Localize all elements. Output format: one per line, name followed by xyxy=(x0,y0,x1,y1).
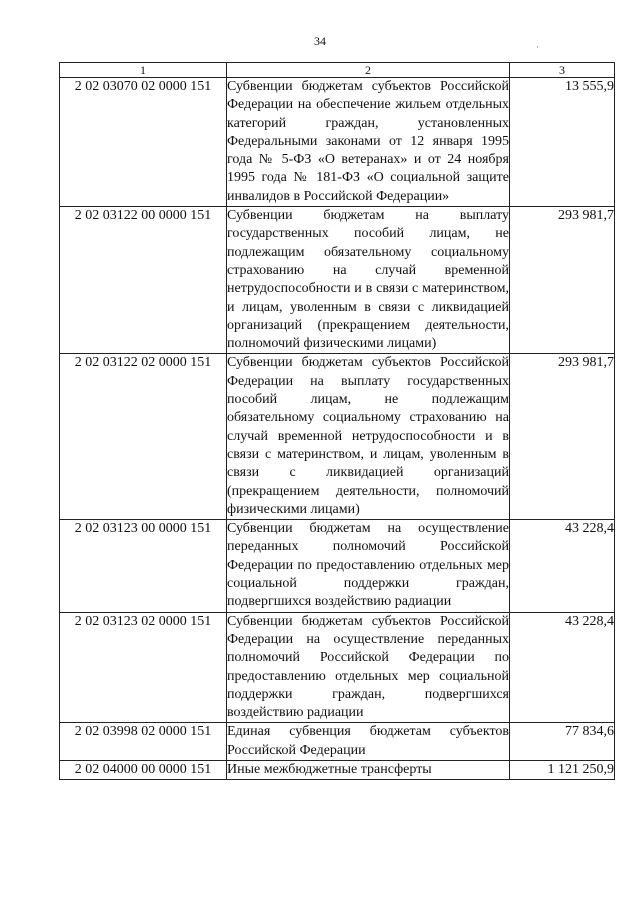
budget-table xyxy=(59,62,615,780)
budget-code: 2 02 03123 00 0000 151 xyxy=(60,520,227,612)
header-col-3: 3 xyxy=(510,63,615,78)
budget-code: 2 02 03998 02 0000 151 xyxy=(60,723,227,761)
budget-amount: 43 228,4 xyxy=(510,520,615,612)
table-body xyxy=(60,78,615,780)
budget-description: Субвенции бюджетам субъектов Российской Федерации на осуществление переданных полномочий Российской Федерации по предоставлению отдельных мер социальной поддержки граждан, подвергшихся воздействию радиации xyxy=(227,612,510,723)
table-row xyxy=(60,612,615,723)
table-row xyxy=(60,207,615,354)
table-row xyxy=(60,723,615,761)
budget-amount: 13 555,9 xyxy=(510,78,615,207)
header-col-2: 2 xyxy=(227,63,510,78)
page-number: 34 xyxy=(314,34,326,48)
budget-code: 2 02 03122 00 0000 151 xyxy=(60,207,227,354)
budget-description: Субвенции бюджетам субъектов Российской Федерации на обеспечение жильем отдельных категорий граждан, установленных Федеральными законами от 12 января 1995 года № 5-ФЗ «О ветеранах» и от 24 ноября 1995 года № 181-ФЗ «О социальной защите инвалидов в Российской Федерации» xyxy=(227,78,510,207)
table-row xyxy=(60,78,615,207)
budget-amount: 293 981,7 xyxy=(510,354,615,520)
header-col-1: 1 xyxy=(60,63,227,78)
budget-code: 2 02 03070 02 0000 151 xyxy=(60,78,227,207)
margin-mark: · xyxy=(536,42,539,52)
table-row xyxy=(60,520,615,612)
budget-description: Иные межбюджетные трансферты xyxy=(227,760,510,779)
budget-description: Единая субвенция бюджетам субъектов Российской Федерации xyxy=(227,723,510,761)
budget-description: Субвенции бюджетам на выплату государственных пособий лицам, не подлежащим обязательному социальному страхованию на случай временной нетрудоспособности и в связи с материнством, и лицам, уволенным в связи с ликвидацией организаций (прекращением деятельности, полномочий физическими лицами) xyxy=(227,207,510,354)
table-header xyxy=(60,63,615,78)
budget-code: 2 02 03122 02 0000 151 xyxy=(60,354,227,520)
budget-amount: 43 228,4 xyxy=(510,612,615,723)
budget-description: Субвенции бюджетам на осуществление переданных полномочий Российской Федерации по предоставлению отдельных мер социальной поддержки граждан, подвергшихся воздействию радиации xyxy=(227,520,510,612)
table-row xyxy=(60,354,615,520)
budget-code: 2 02 03123 02 0000 151 xyxy=(60,612,227,723)
budget-amount: 77 834,6 xyxy=(510,723,615,761)
budget-description: Субвенции бюджетам субъектов Российской Федерации на выплату государственных пособий лицам, не подлежащим обязательному социальному страхованию на случай временной нетрудоспособности и в связи с материнством, и лицам, уволенным в связи с ликвидацией организаций (прекращением деятельности, полномочий физическими лицами) xyxy=(227,354,510,520)
table-row xyxy=(60,760,615,779)
budget-code: 2 02 04000 00 0000 151 xyxy=(60,760,227,779)
budget-amount: 293 981,7 xyxy=(510,207,615,354)
header-row xyxy=(60,63,615,78)
budget-amount: 1 121 250,9 xyxy=(510,760,615,779)
